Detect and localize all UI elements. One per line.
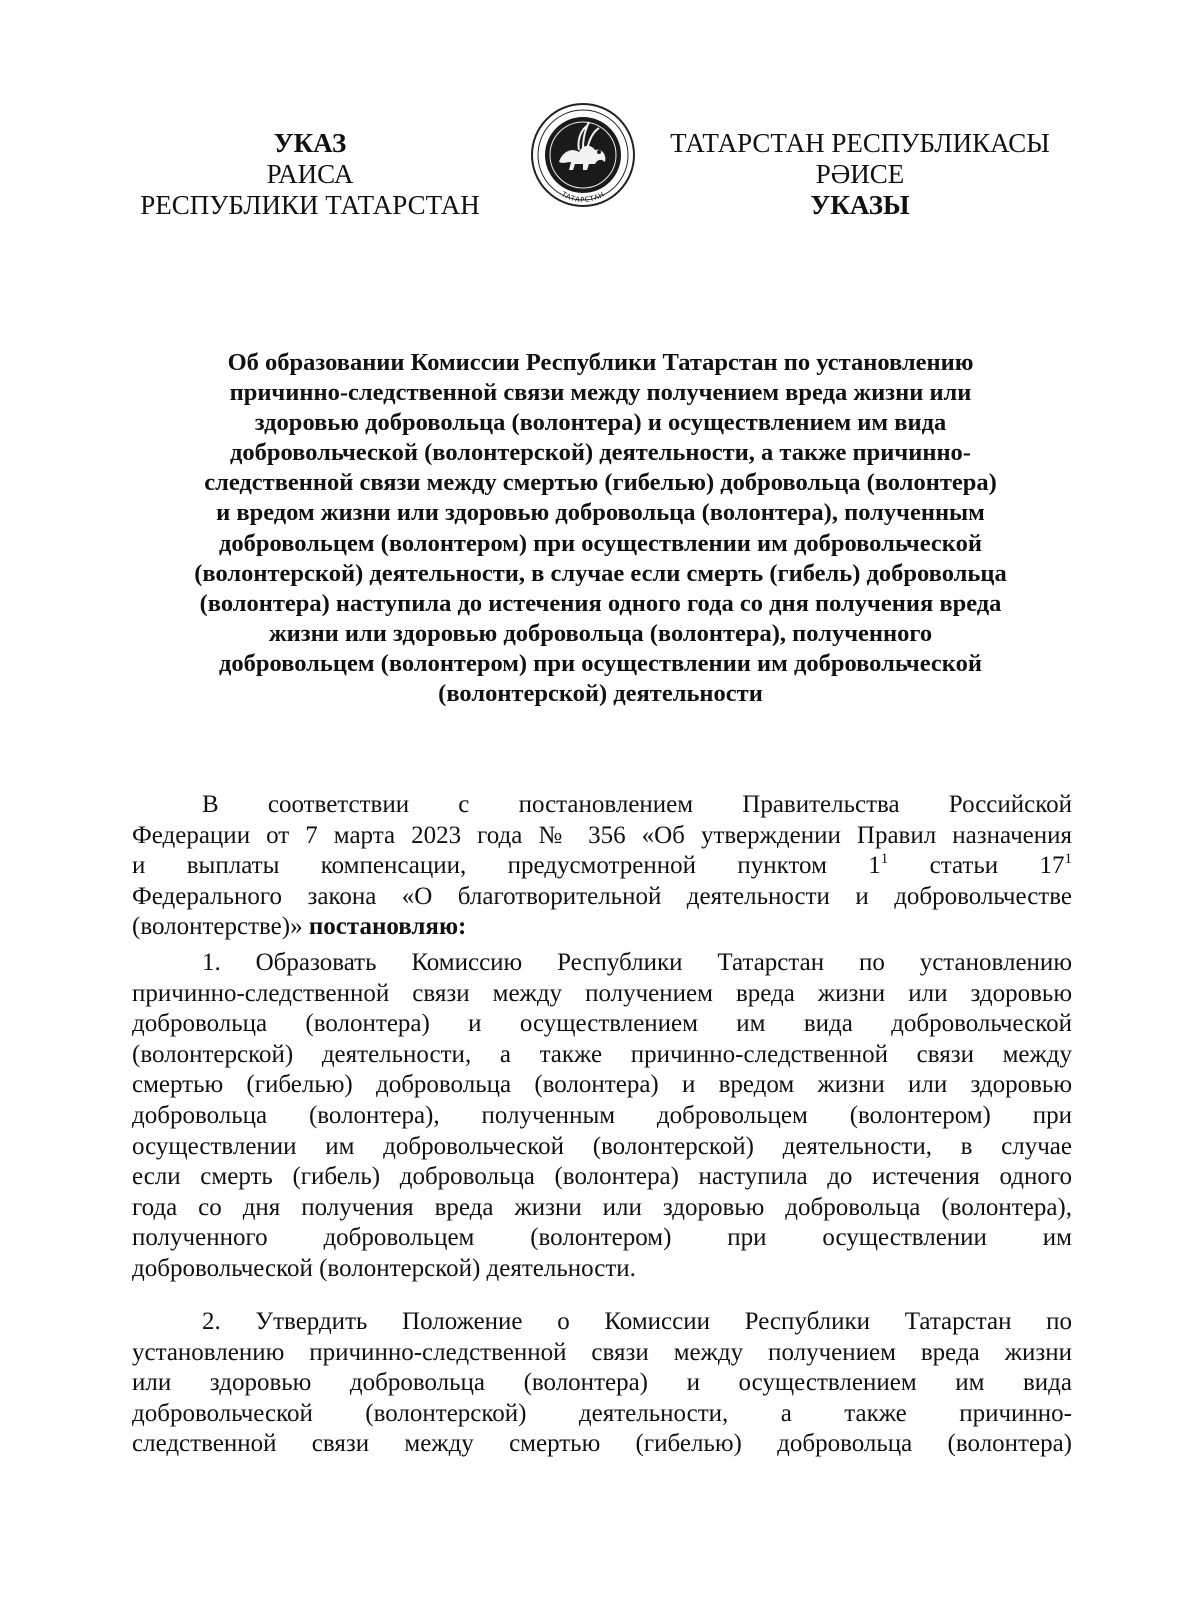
- coat-of-arms-emblem-icon: [529, 100, 637, 214]
- item-2-paragraph: [132, 1307, 1072, 1460]
- item-2-line: или здоровью добровольца (волонтера) и осуществлением им вида: [132, 1369, 1072, 1397]
- header-left-line1: УКАЗ: [273, 128, 347, 158]
- item-1-line: если смерть (гибель) добровольца (волонтера) наступила до истечения одного: [132, 1163, 1072, 1191]
- resolve-word: постановляю:: [308, 913, 467, 941]
- item-1-line: добровольческой (волонтерской) деятельности.: [132, 1254, 636, 1282]
- title-line: (волонтерской) деятельности, в случае если смерть (гибель) добровольца: [194, 559, 1007, 587]
- item-1-paragraph: [132, 948, 1072, 1285]
- preamble-line: [132, 912, 1072, 943]
- decree-title: [128, 348, 1073, 709]
- article-number: $17^1$: [1039, 851, 1072, 880]
- header-right: [665, 128, 1055, 221]
- title-line: (волонтера) наступила до истечения одного года со дня получения вреда: [199, 589, 1002, 617]
- title-line: Об образовании Комиссии Республики Татарстан по установлению: [227, 349, 974, 376]
- preamble-line: Федерации от 7 марта 2023 года № 356 «Об утверждении Правил назначения: [132, 821, 1072, 849]
- preamble-line: Федерального закона «О благотворительной деятельности и добровольчестве: [132, 882, 1072, 910]
- header-left-line2: РАИСА: [266, 159, 354, 189]
- item-2-line: установлению причинно-следственной связи между получением вреда жизни: [132, 1338, 1072, 1366]
- item-1-line: смертью (гибелью) добровольца (волонтера) и вредом жизни или здоровью: [132, 1071, 1072, 1099]
- item-1-line: года со дня получения вреда жизни или здоровью добровольца (волонтера),: [132, 1193, 1072, 1221]
- preamble-line5-text: (волонтерстве)»: [132, 913, 303, 941]
- preamble-line: [132, 851, 1072, 882]
- title-line: следственной связи между смертью (гибелью) добровольца (волонтера): [204, 469, 997, 497]
- preamble-line3-text: и выплаты компенсации, предусмотренной пунктом: [132, 852, 827, 880]
- title-line: (волонтерской) деятельности: [438, 680, 763, 708]
- item-2-line: 2. Утвердить Положение о Комиссии Республики Татарстан по: [202, 1308, 1072, 1335]
- title-line: здоровью добровольца (волонтера) и осуществлением им вида: [254, 409, 947, 437]
- item-1-line: добровольца (волонтера) и осуществлением им вида добровольческой: [132, 1010, 1072, 1038]
- title-line: и вредом жизни или здоровью добровольца (волонтера), полученным: [216, 499, 985, 527]
- preamble-paragraph: [132, 790, 1072, 943]
- point-number: $1^1$: [868, 851, 889, 880]
- item-1-line: 1. Образовать Комиссию Республики Татарстан по установлению: [202, 949, 1072, 976]
- item-1-line: (волонтерской) деятельности, а также причинно-следственной связи между: [132, 1040, 1072, 1068]
- item-2-line: добровольческой (волонтерской) деятельности, а также причинно-: [132, 1399, 1072, 1427]
- emblem-caption: ТАТАРСТАН: [560, 190, 606, 205]
- item-1-line: полученного добровольцем (волонтером) при осуществлении им: [132, 1224, 1072, 1252]
- item-1-line: причинно-следственной связи между получением вреда жизни или здоровью: [132, 979, 1072, 1007]
- article-superscript: 1: [1064, 851, 1072, 868]
- header-right-line2: РӘИСЕ: [815, 159, 905, 189]
- header-right-line3: УКАЗЫ: [810, 190, 910, 220]
- preamble-line: В соответствии с постановлением Правительства Российской: [202, 791, 1072, 818]
- title-line: жизни или здоровью добровольца (волонтера), полученного: [268, 619, 933, 647]
- header-right-line1: ТАТАРСТАН РЕСПУБЛИКАСЫ: [670, 128, 1050, 158]
- title-line: добровольческой (волонтерской) деятельности, а также причинно-: [230, 439, 971, 467]
- title-line: причинно-следственной связи между получением вреда жизни или: [229, 379, 972, 407]
- point-superscript: 1: [880, 851, 889, 868]
- item-1-line: осуществлении им добровольческой (волонтерской) деятельности, в случае: [132, 1132, 1072, 1160]
- header-left-line3: РЕСПУБЛИКИ ТАТАРСТАН: [140, 190, 480, 220]
- title-line: добровольцем (волонтером) при осуществлении им добровольческой: [219, 529, 982, 557]
- item-2-line: следственной связи между смертью (гибелью) добровольца (волонтера): [132, 1430, 1072, 1458]
- header-left: [130, 128, 490, 221]
- title-line: добровольцем (волонтером) при осуществлении им добровольческой: [219, 649, 982, 677]
- item-1-line: добровольца (волонтера), полученным добровольцем (волонтером) при: [132, 1101, 1072, 1129]
- article-label: статьи: [929, 852, 999, 880]
